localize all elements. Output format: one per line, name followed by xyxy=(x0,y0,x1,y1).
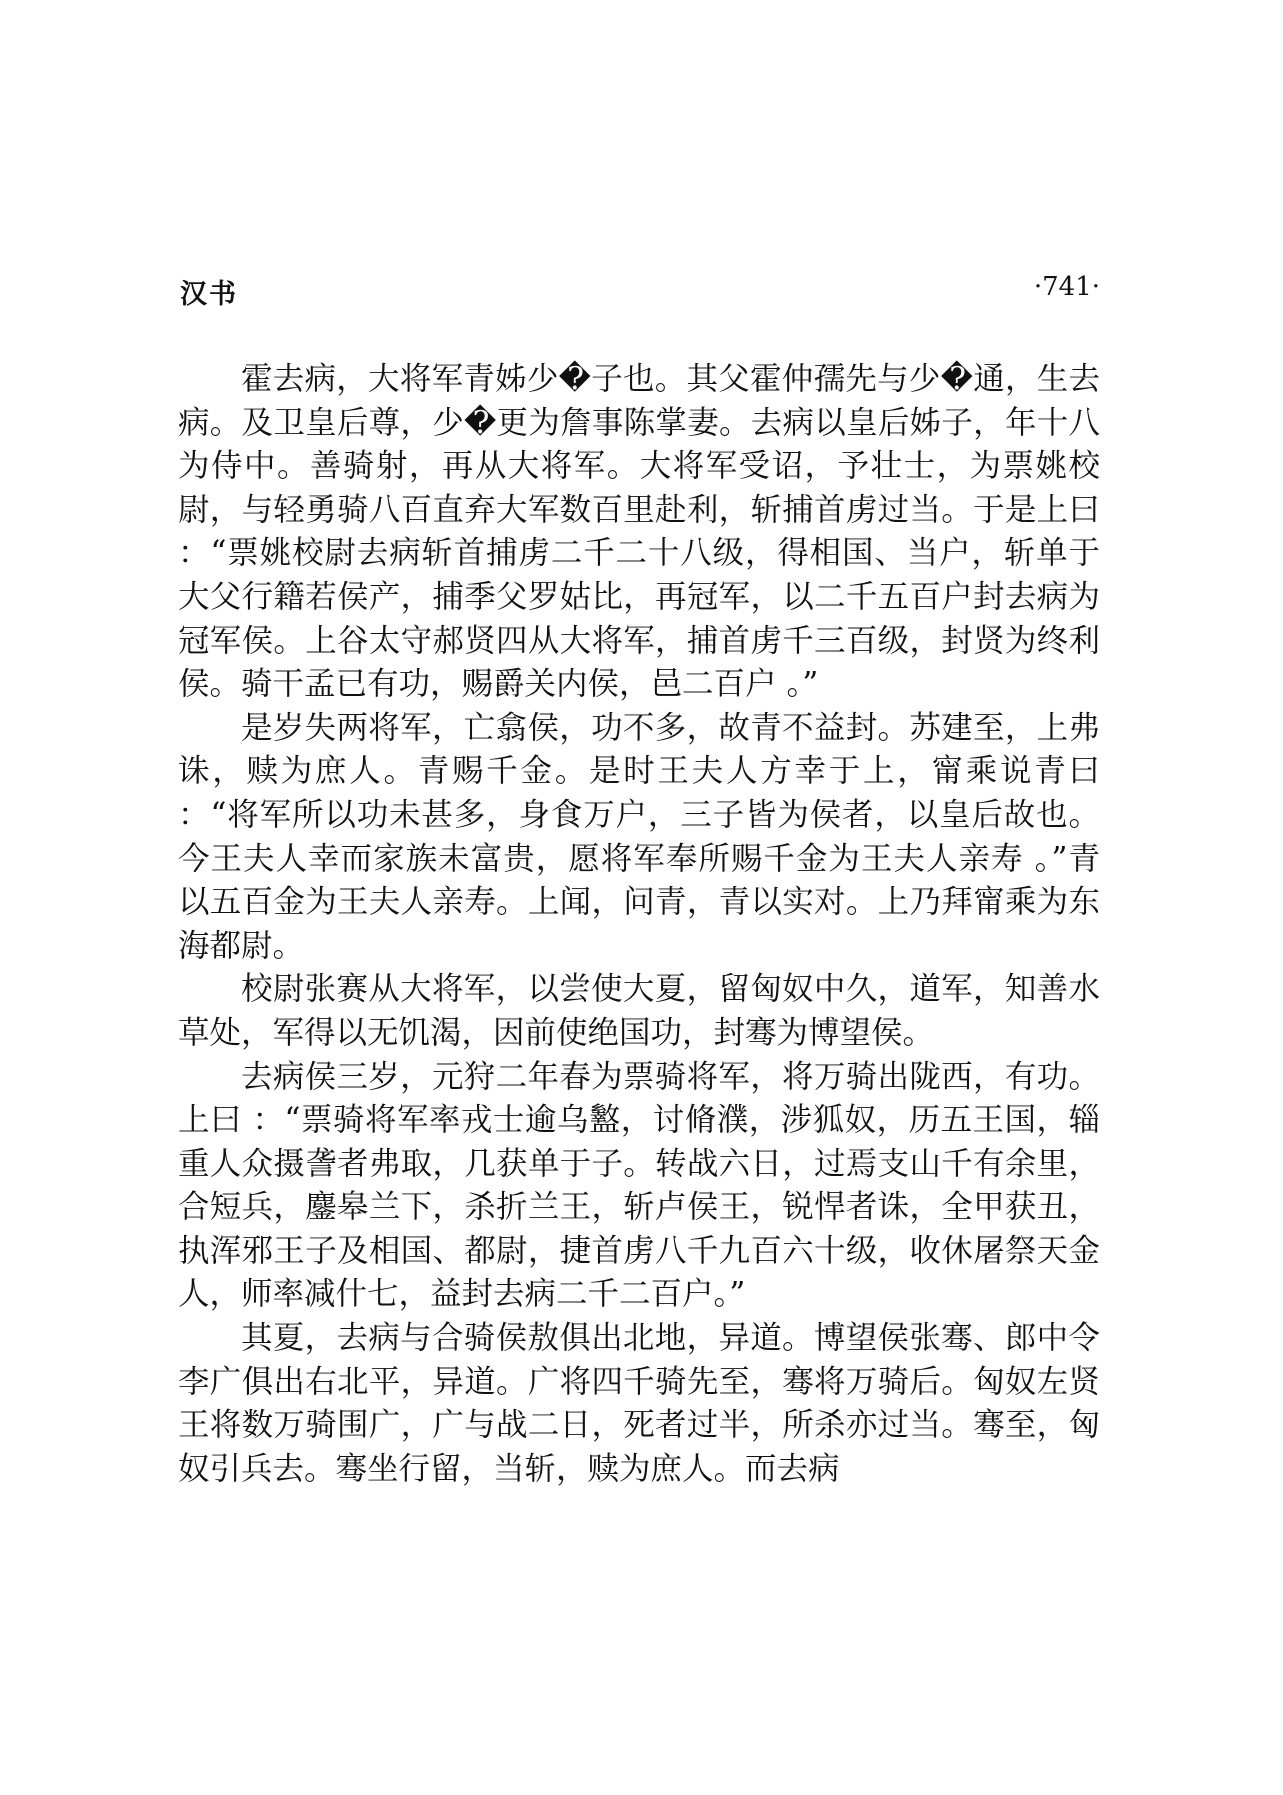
body-text xyxy=(178,358,1100,1491)
page-header xyxy=(180,272,1100,312)
paragraph-3: 校尉张赛从大将军，以尝使大夏，留匈奴中久，道军，知善水草处，军得以无饥渴，因前使绝国功，封骞为博望侯。 xyxy=(178,971,1100,1051)
paragraph-2: 是岁失两将军，亡翕侯，功不多，故青不益封。苏建至，上弗诛，赎为庶人。青赐千金。是时王夫人方幸于上，甯乘说青曰 ：“将军所以功未甚多，身食万户，三子皆为侯者，以皇后故也。今王夫人幸而家族未富贵，愿将军奉所赐千金为王夫人亲寿 。”青以五百金为王夫人亲寿。上闻，问青，青以实对。上乃拜甯乘为东海都尉。 xyxy=(178,709,1100,964)
page-number: ·741· xyxy=(1033,272,1100,302)
paragraph-4: 去病侯三岁，元狩二年春为票骑将军，将万骑出陇西，有功。上曰 ：“票骑将军率戎士逾乌盭，讨脩濮，涉狐奴，历五王国，辎重人众摄詟者弗取，几获单于子。转战六日，过焉支山千有余里，合短兵，鏖皋兰下，杀折兰王，斩卢侯王，锐悍者诛，全甲获丑，执浑邪王子及相国、都尉，捷首虏八千九百六十级，收休屠祭天金人，师率减什七，益封去病二千二百户。” xyxy=(178,1058,1100,1313)
book-title: 汉书 xyxy=(180,279,238,310)
paragraph-1: 霍去病，大将军青姊少�子也。其父霍仲孺先与少�通，生去病。及卫皇后尊，少�更为詹事陈掌妻。去病以皇后姊子，年十八为侍中。善骑射，再从大将军。大将军受诏，予壮士，为票姚校尉，与轻勇骑八百直弃大军数百里赴利，斩捕首虏过当。于是上曰 ：“票姚校尉去病斩首捕虏二千二十八级，得相国、当户，斩单于大父行籍若侯产，捕季父罗姑比，再冠军，以二千五百户封去病为冠军侯。上谷太守郝贤四从大将军，捕首虏千三百级，封贤为终利侯。骑干孟已有功，赐爵关内侯，邑二百户 。” xyxy=(178,361,1100,703)
paragraph-5: 其夏，去病与合骑侯敖俱出北地，异道。博望侯张骞、郎中令李广俱出右北平，异道。广将四千骑先至，骞将万骑后。匈奴左贤王将数万骑围广，广与战二日，死者过半，所杀亦过当。骞至，匈奴引兵去。骞坐行留，当斩，赎为庶人。而去病 xyxy=(178,1320,1100,1487)
